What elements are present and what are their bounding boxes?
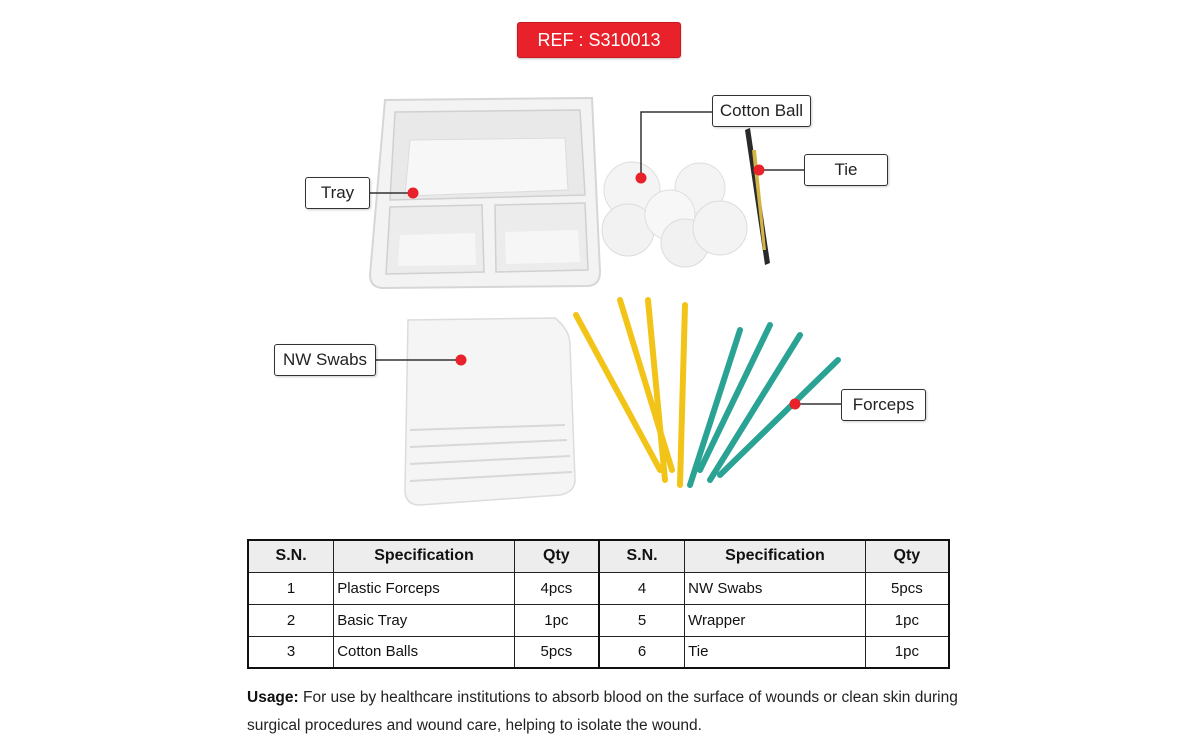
callout-cotton-ball: Cotton Ball: [712, 95, 811, 127]
header-specification: Specification: [685, 540, 866, 572]
cell-specification: Tie: [685, 636, 866, 668]
cell-qty: 1pc: [865, 604, 949, 636]
cell-qty: 1pc: [514, 604, 599, 636]
usage-text: For use by healthcare institutions to absorb blood on the surface of wounds or clean skin during surgical procedures and wound care, helping to isolate the wound.: [247, 689, 958, 734]
cell-qty: 5pcs: [865, 572, 949, 604]
specification-table: [247, 539, 950, 669]
table-row: [248, 604, 949, 636]
header-sn: S.N.: [599, 540, 685, 572]
cell-sn: 5: [599, 604, 685, 636]
cell-sn: 6: [599, 636, 685, 668]
tie-image: [745, 128, 770, 265]
callout-tray: Tray: [305, 177, 370, 209]
callout-forceps: Forceps: [841, 389, 926, 421]
table-row: [248, 636, 949, 668]
table-header-row: [248, 540, 949, 572]
cell-specification: NW Swabs: [685, 572, 866, 604]
header-sn: S.N.: [248, 540, 334, 572]
header-qty: Qty: [514, 540, 599, 572]
table-row: [248, 572, 949, 604]
cell-sn: 1: [248, 572, 334, 604]
cell-qty: 1pc: [865, 636, 949, 668]
cell-sn: 2: [248, 604, 334, 636]
nw-swabs-image: [405, 318, 575, 505]
cell-sn: 3: [248, 636, 334, 668]
cell-sn: 4: [599, 572, 685, 604]
cell-qty: 5pcs: [514, 636, 599, 668]
callout-nw-swabs: NW Swabs: [274, 344, 376, 376]
usage-note: [247, 684, 967, 740]
cotton-balls-image: [602, 162, 747, 267]
cell-specification: Cotton Balls: [334, 636, 515, 668]
callout-tie: Tie: [804, 154, 888, 186]
cell-specification: Basic Tray: [334, 604, 515, 636]
cell-specification: Plastic Forceps: [334, 572, 515, 604]
forceps-image: [576, 300, 838, 485]
ref-badge: REF : S310013: [517, 22, 681, 58]
header-specification: Specification: [334, 540, 515, 572]
cell-qty: 4pcs: [514, 572, 599, 604]
cell-specification: Wrapper: [685, 604, 866, 636]
header-qty: Qty: [865, 540, 949, 572]
usage-label: Usage:: [247, 689, 299, 706]
